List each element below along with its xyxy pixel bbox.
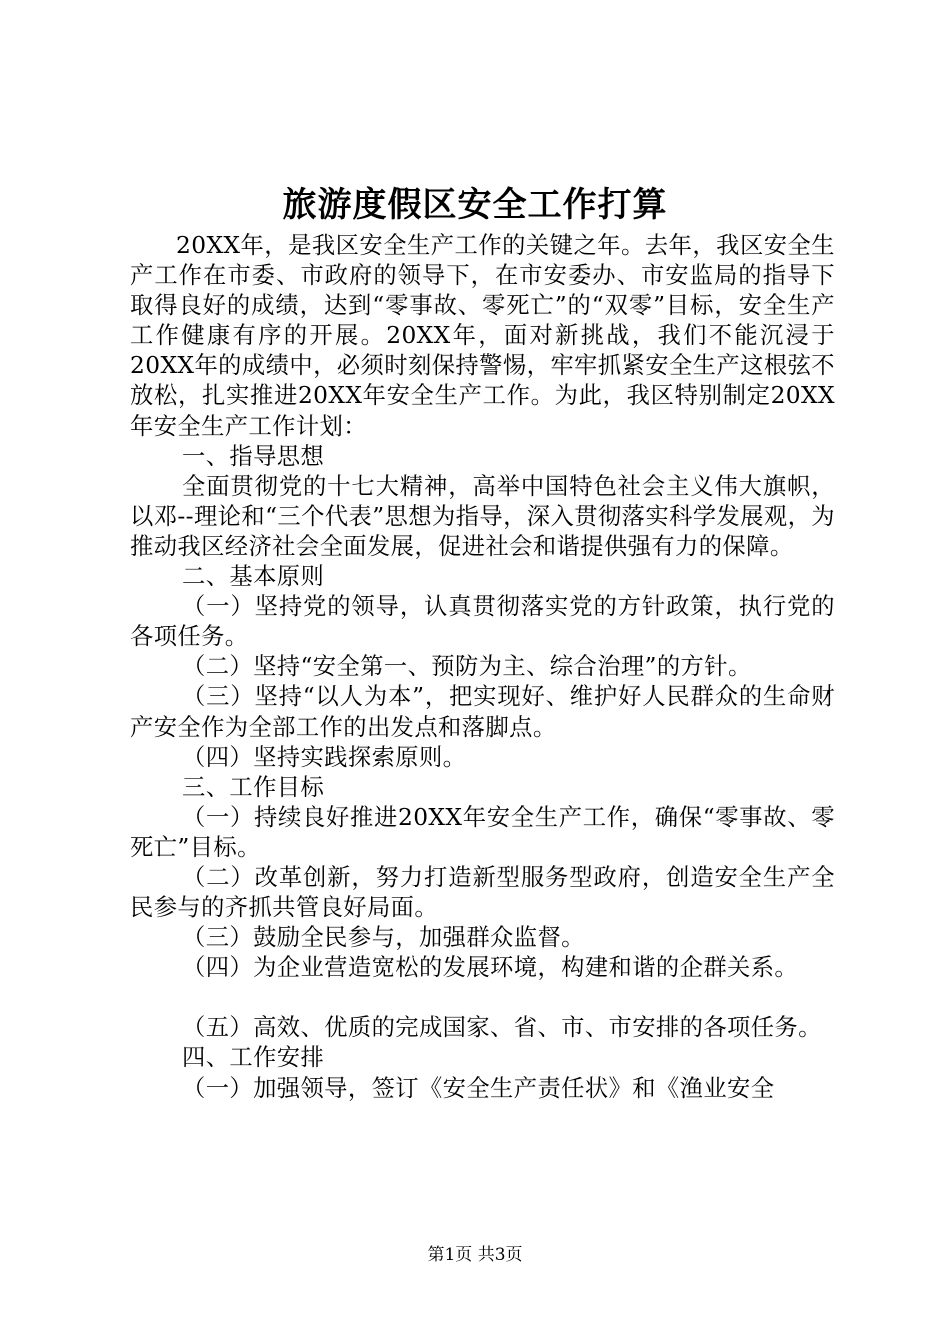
section-heading-basic-principles: 二、基本原则	[182, 563, 325, 591]
principle-item-3: （三）坚持“以人为本”，把实现好、维护好人民群众的生命财产安全作为全部工作的出发点和落脚点。	[130, 683, 835, 741]
document-body	[130, 231, 835, 1104]
goal-item-4: （四）为企业营造宽松的发展环境，构建和谐的企群关系。	[182, 954, 799, 982]
goal-item-3: （三）鼓励全民参与，加强群众监督。	[182, 924, 585, 952]
section-heading-work-goals: 三、工作目标	[182, 773, 325, 801]
goal-item-5: （五）高效、优质的完成国家、省、市、市安排的各项任务。	[182, 1014, 822, 1042]
arrangement-item-1: （一）加强领导，签订《安全生产责任状》和《渔业安全	[182, 1074, 775, 1102]
blank-line	[130, 983, 835, 1013]
principle-item-2: （二）坚持“安全第一、预防为主、综合治理”的方针。	[182, 653, 752, 681]
goal-item-1: （一）持续良好推进20XX年安全生产工作，确保“零事故、零死亡”目标。	[130, 803, 835, 861]
section-heading-guiding-ideology: 一、指导思想	[182, 442, 325, 470]
principle-item-4: （四）坚持实践探索原则。	[182, 743, 467, 771]
guiding-ideology-paragraph: 全面贯彻党的十七大精神，高举中国特色社会主义伟大旗帜，以邓--理论和“三个代表”思想为指导，深入贯彻落实科学发展观，为推动我区经济社会全面发展，促进社会和谐提供强有力的保障。	[130, 472, 835, 560]
intro-paragraph: 20XX年，是我区安全生产工作的关键之年。去年，我区安全生产工作在市委、市政府的领导下，在市安委办、市安监局的指导下取得良好的成绩，达到“零事故、零死亡”的“双零”目标，安全生产工作健康有序的开展。20XX年，面对新挑战，我们不能沉浸于20XX年的成绩中，必须时刻保持警惕，牢牢抓紧安全生产这根弦不放松，扎实推进20XX年安全生产工作。为此，我区特别制定20XX年安全生产工作计划：	[130, 232, 835, 440]
goal-item-2: （二）改革创新，努力打造新型服务型政府，创造安全生产全民参与的齐抓共管良好局面。	[130, 863, 835, 922]
page-footer: 第1页 共3页	[427, 1245, 523, 1265]
section-heading-work-arrangements: 四、工作安排	[182, 1044, 325, 1072]
document-title: 旅游度假区安全工作打算	[282, 185, 668, 225]
principle-item-1: （一）坚持党的领导，认真贯彻落实党的方针政策，执行党的各项任务。	[130, 593, 835, 651]
